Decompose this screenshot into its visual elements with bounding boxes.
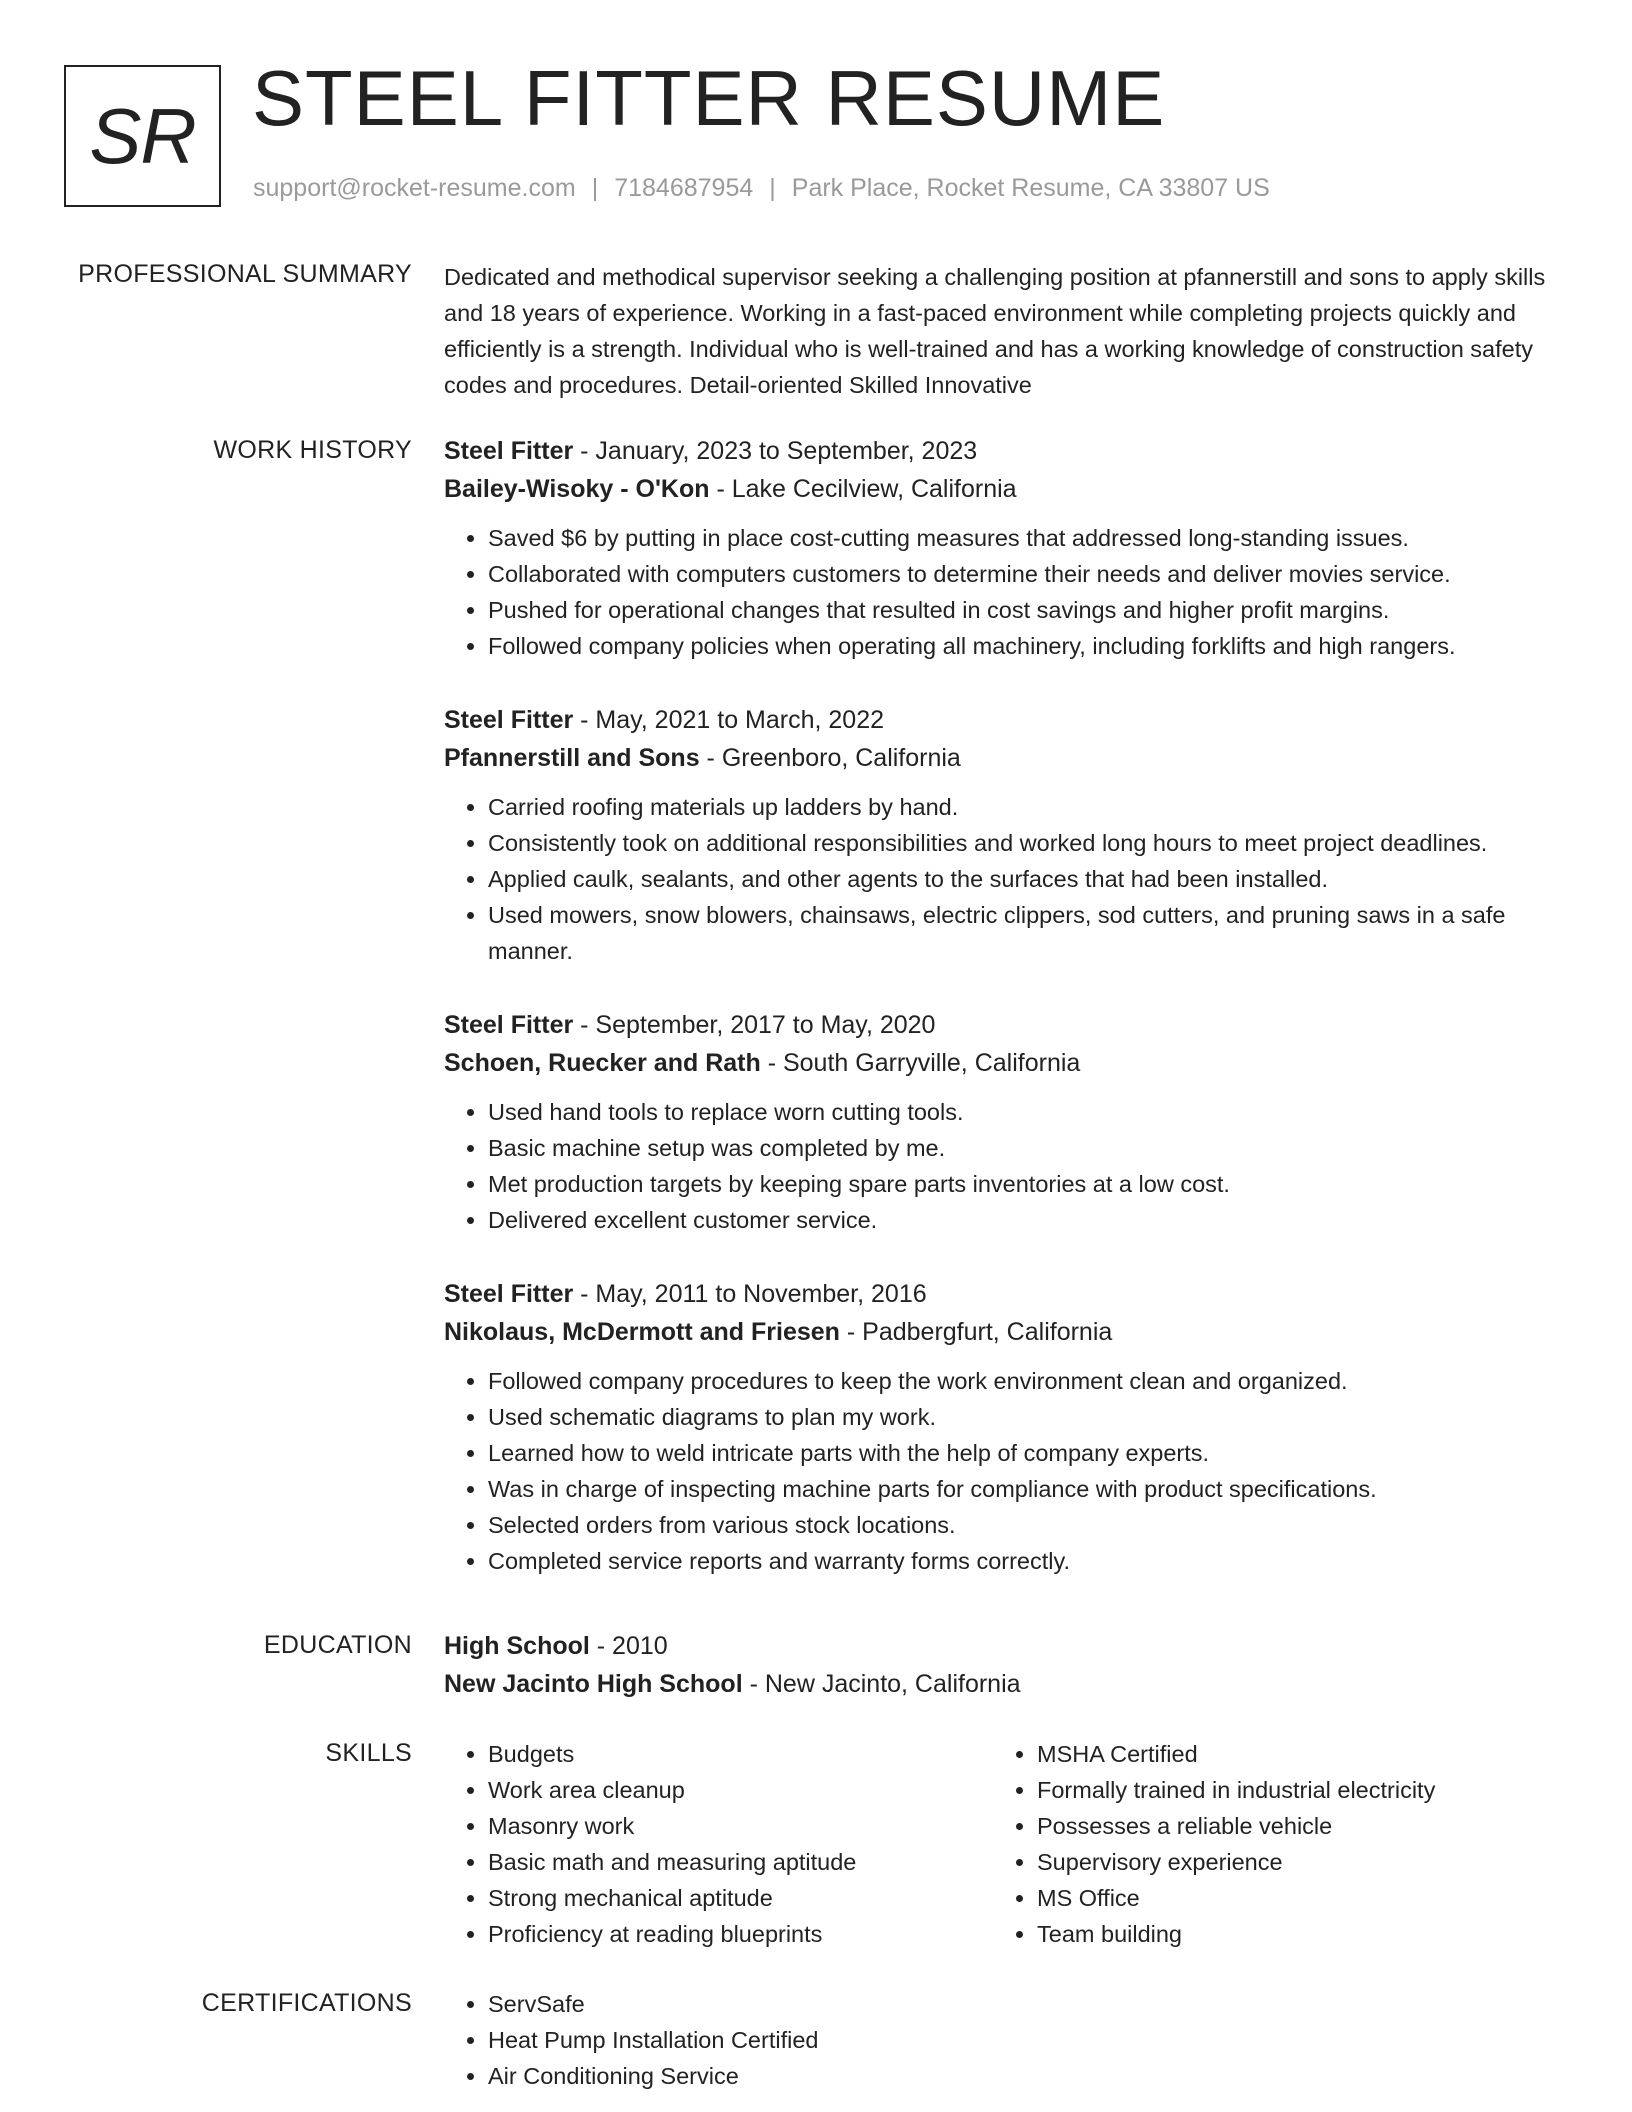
education-location: - New Jacinto, California: [742, 1670, 1021, 1698]
list-item: • Possesses a reliable vehicle: [1037, 1808, 1542, 1844]
list-item: • Collaborated with computers customers to determine their needs and deliver movies service.: [488, 556, 1569, 592]
job-title: Steel Fitter: [444, 437, 574, 465]
job-title-line: [444, 701, 1569, 739]
job-company: Bailey-Wisoky - O'Kon: [444, 475, 710, 503]
job-title: Steel Fitter: [444, 706, 574, 734]
list-item: • Proficiency at reading blueprints: [488, 1916, 993, 1952]
job-company-line: [444, 1313, 1569, 1351]
list-item: • MS Office: [1037, 1880, 1542, 1916]
job-entry: [444, 1275, 1569, 1579]
list-item: • Work area cleanup: [488, 1772, 993, 1808]
list-item: • Strong mechanical aptitude: [488, 1880, 993, 1916]
list-item: • Basic machine setup was completed by me.: [488, 1130, 1569, 1166]
section-label-skills: SKILLS: [325, 1739, 412, 1767]
contact-phone: 7184687954: [614, 174, 754, 202]
list-item: • Used hand tools to replace worn cutting tools.: [488, 1094, 1569, 1130]
list-item: • Followed company procedures to keep the work environment clean and organized.: [488, 1363, 1569, 1399]
contact-separator: |: [769, 174, 776, 202]
list-item: • MSHA Certified: [1037, 1736, 1542, 1772]
contact-address: Park Place, Rocket Resume, CA 33807 US: [791, 174, 1270, 202]
list-item: • Supervisory experience: [1037, 1844, 1542, 1880]
job-company: Nikolaus, McDermott and Friesen: [444, 1318, 840, 1346]
job-dates: - May, 2021 to March, 2022: [573, 706, 885, 734]
job-title: Steel Fitter: [444, 1280, 574, 1308]
section-label-work-history: WORK HISTORY: [213, 436, 412, 464]
job-company-line: [444, 1044, 1569, 1082]
certifications-block: [444, 1986, 1569, 2094]
list-item: • Followed company policies when operating all machinery, including forklifts and high rangers.: [488, 628, 1569, 664]
education-school-line: [444, 1665, 1569, 1703]
job-company: Schoen, Ruecker and Rath: [444, 1049, 761, 1077]
list-item: • Completed service reports and warranty forms correctly.: [488, 1543, 1569, 1579]
list-item: • Used mowers, snow blowers, chainsaws, electric clippers, sod cutters, and pruning saws in a safe manner.: [488, 897, 1569, 969]
job-title-line: [444, 1275, 1569, 1313]
list-item: • Consistently took on additional responsibilities and worked long hours to meet project deadlines.: [488, 825, 1569, 861]
section-label-education: EDUCATION: [263, 1631, 412, 1659]
contact-line: [253, 174, 1270, 203]
list-item: • Learned how to weld intricate parts with the help of company experts.: [488, 1435, 1569, 1471]
job-entry: [444, 1006, 1569, 1238]
job-company: Pfannerstill and Sons: [444, 744, 700, 772]
list-item: • Carried roofing materials up ladders by hand.: [488, 789, 1569, 825]
education-school: New Jacinto High School: [444, 1670, 743, 1698]
list-item: • Basic math and measuring aptitude: [488, 1844, 993, 1880]
section-label-certifications: CERTIFICATIONS: [201, 1989, 412, 2017]
section-label-summary: PROFESSIONAL SUMMARY: [78, 260, 412, 288]
job-bullets: [444, 1363, 1569, 1579]
list-item: • Pushed for operational changes that resulted in cost savings and higher profit margins.: [488, 592, 1569, 628]
job-bullets: [444, 1094, 1569, 1238]
job-location: - South Garryville, California: [760, 1049, 1081, 1077]
resume-title: STEEL FITTER RESUME: [252, 54, 1166, 142]
education-year: - 2010: [589, 1632, 668, 1660]
list-item: • Masonry work: [488, 1808, 993, 1844]
job-entry: [444, 701, 1569, 969]
contact-separator: |: [591, 174, 599, 202]
list-item: • Selected orders from various stock locations.: [488, 1507, 1569, 1543]
list-item: • Budgets: [488, 1736, 993, 1772]
job-company-line: [444, 739, 1569, 777]
skills-columns: [444, 1736, 1569, 1952]
list-item: • Applied caulk, sealants, and other agents to the surfaces that had been installed.: [488, 861, 1569, 897]
job-company-line: [444, 470, 1569, 508]
job-title-line: [444, 432, 1569, 470]
job-location: - Padbergfurt, California: [839, 1318, 1113, 1346]
skills-block: [444, 1736, 1569, 1952]
education-degree-line: [444, 1627, 1569, 1665]
summary-text: Dedicated and methodical supervisor seeking a challenging position at pfannerstill and sons to apply skills and 18 years of experience. Working in a fast-paced environment while completing projects quickly and efficiently is a strength. Individual who is well-trained and has a working knowledge of construction safety codes and procedures. Detail-oriented Skilled Innovative: [444, 264, 1546, 398]
summary-block: [444, 259, 1569, 403]
list-item: • Saved $6 by putting in place cost-cutting measures that addressed long-standing issues.: [488, 520, 1569, 556]
list-item: • Heat Pump Installation Certified: [488, 2022, 1569, 2058]
monogram-badge: SR: [64, 65, 221, 207]
list-item: • Team building: [1037, 1916, 1542, 1952]
job-dates: - January, 2023 to September, 2023: [573, 437, 978, 465]
job-dates: - May, 2011 to November, 2016: [573, 1280, 927, 1308]
list-item: • Air Conditioning Service: [488, 2058, 1569, 2094]
job-bullets: [444, 520, 1569, 664]
job-entry: [444, 432, 1569, 664]
job-dates: - September, 2017 to May, 2020: [573, 1011, 936, 1039]
list-item: • Used schematic diagrams to plan my work.: [488, 1399, 1569, 1435]
education-degree: High School: [444, 1632, 590, 1660]
list-item: • ServSafe: [488, 1986, 1569, 2022]
job-location: - Lake Cecilview, California: [709, 475, 1017, 503]
job-title-line: [444, 1006, 1569, 1044]
job-title: Steel Fitter: [444, 1011, 574, 1039]
job-location: - Greenboro, California: [699, 744, 961, 772]
certifications-list: [444, 1986, 1569, 2094]
list-item: • Formally trained in industrial electricity: [1037, 1772, 1542, 1808]
skills-list-left: [444, 1736, 993, 1952]
list-item: • Was in charge of inspecting machine parts for compliance with product specifications.: [488, 1471, 1569, 1507]
job-bullets: [444, 789, 1569, 969]
education-entry: [444, 1627, 1569, 1703]
skills-list-right: [993, 1736, 1542, 1952]
contact-email: support@rocket-resume.com: [253, 174, 576, 202]
list-item: • Met production targets by keeping spare parts inventories at a low cost.: [488, 1166, 1569, 1202]
list-item: • Delivered excellent customer service.: [488, 1202, 1569, 1238]
